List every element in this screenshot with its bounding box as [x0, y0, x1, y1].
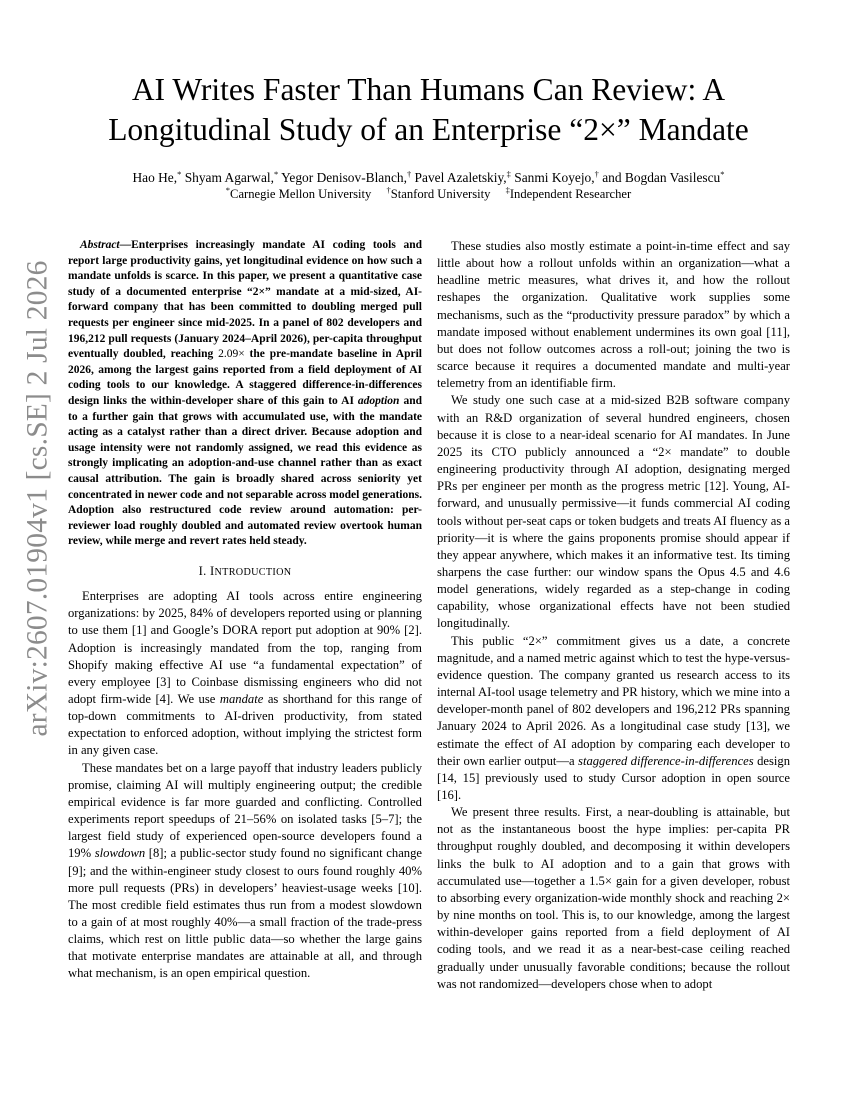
abstract: Abstract—Enterprises increasingly mandate AI coding tools and report large productivity gains, yet longitudinal evidence on how such a mandate unfolds is scarce. In this paper, we present a quantitative case study of a documented enterprise “2×” mandate at a mid-sized, AI-forward company that has been committed to doubling merged pull requests per engineer since mid-2025. In a panel of 802 developers and 196,212 pull requests (January 2024–April 2026), per-capita throughput eventually doubled, reaching 2.09× the pre-mandate baseline in April 2026, among the largest gains reported from a field deployment of AI coding tools to our knowledge. A staggered difference-in-differences design links the within-developer share of this gain to AI adoption and to a further gain that grows with accumulated use, with the mandate acting as a catalyst rather than a direct driver. Because adoption and usage intensity were not randomly assigned, we read this evidence as strongly implicating an adoption-and-use channel rather than as exact causal attribution. The gain is broadly shared across seniority yet concentrated in newer code and not separable across model generations. Adoption also restructured code review around automation: per-reviewer load roughly doubled and automated review overtook human review, while merge and revert rates held steady.: [68, 239, 422, 548]
paragraph: These mandates bet on a large payoff that industry leaders publicly promise, claiming AI will multiply engineering output; the credible empirical evidence is far more guarded and conflicting. Controlled experiments report speedups of 21–56% on isolated tasks [5–7]; the largest field study of experienced open-source developers found a 19% slowdown [8]; a public-sector study found no significant change [9]; and the within-engineer study closest to ours found roughly 40% more pull requests (PRs) in developers’ heaviest-usage weeks [10]. The most credible field estimates thus run from a modest slowdown to a gain of at most roughly 40%—a small fraction of the trade-press claims, which rest on little public data—so whether the large gains that motivate enterprise mandates are attainable at all, and through what mechanism, is an open empirical question.: [68, 760, 422, 981]
author: Yegor Denisov-Blanch,†: [281, 169, 412, 185]
affiliation: *Carnegie Mellon University: [225, 185, 372, 201]
paragraph: This public “2×” commitment gives us a date, a concrete magnitude, and a named metric against which to test the hype-versus-evidence question. The company granted us research access to its internal AI-tool usage telemetry and PR history, which we mine into a developer-month panel of 802 developers and 196,212 PRs spanning January 2024 to April 2026. As a longitudinal case study [13], we estimate the effect of AI adoption by comparing each developer to their own earlier output—a staggered difference-in-differences design [14, 15] previously used to study Cursor adoption in open source [16].: [437, 633, 791, 802]
arxiv-identifier-stamp: [20, 259, 56, 737]
left-column: [68, 238, 422, 983]
author: and Bogdan Vasilescu*: [602, 169, 725, 185]
author: Pavel Azaletskiy,‡: [414, 169, 511, 185]
affiliation: †Stanford University: [386, 185, 491, 201]
affiliation: ‡Independent Researcher: [505, 185, 632, 201]
paper-title: [60, 70, 797, 150]
paragraph: We present three results. First, a near-doubling is attainable, but not as the instantaneous boost the hype implies: per-capita PR throughput roughly doubled, and decomposing it within developers links the bulk to AI adoption and to a gain that grows with accumulated use—together a 1.5× gain for a given developer, robust to absorbing every organization-wide monthly shock and reaching 2× by nine months on tool. This is, to our knowledge, among the largest within-developer gains reported from a field deployment of AI coding tools, and we read it as a near-best-case ceiling reached gradually under unusually favorable conditions; because the rollout was not randomized—developers chose when to adopt: [437, 805, 790, 991]
section-heading-introduction: I. INTRODUCTION: [198, 563, 292, 578]
math-value: 2.09×: [218, 348, 245, 361]
paragraph: We study one such case at a mid-sized B2B software company with an R&D organization of several hundred engineers, chosen because it is close to a near-ideal scenario for AI mandates. In June 2025 its CTO publicly announced a “2× mandate” to double engineering productivity through AI adoption, designating merged PRs per engineer per month as the progress metric [12]. Young, AI-forward, and unusually permissive—it funds commercial AI coding tools without per-seat caps or token budgets and treats AI fluency as a priority—it is where the gains proponents promise should appear if they appear anywhere, which makes it an informative test. Its timing sharpens the case further: our window spans the Opus 4.5 and 4.6 model generations, widely regarded as a step-change in coding capability, whose organizational effects have not been studied longitudinally.: [437, 393, 790, 631]
paragraph: Enterprises are adopting AI tools across entire engineering organizations: by 2025, 84% of developers reported using or planning to use them [1] and Google’s DORA report put adoption at 90% [2]. Adoption is increasingly mandated from the top, ranging from Shopify making effective AI use “a fundamental expectation” of every employee [3] to Coinbase dismissing engineers who did not adopt firm-wide [4]. We use mandate as shorthand for this range of top-down commitments to AI-driven productivity, from stated expectation to enforced adoption, without implying the strictest form in any given case.: [68, 589, 422, 758]
paragraph: These studies also mostly estimate a point-in-time effect and say little about how a rollout unfolds within an organization—what a headline metric measures, what drives it, and how the rollout reshapes the organization. Qualitative work supplies some mechanisms, such as the “productivity pressure paradox” by which a mandate imposed without enablement undermines its own goal [11], but does not follow outcomes across a roll-out; joining the two is scarce because it requires a documented mandate and multi-year telemetry from an identifiable firm.: [437, 239, 790, 391]
author: Sanmi Koyejo,†: [514, 169, 599, 185]
author: Hao He,*: [132, 169, 182, 185]
title-line-2: Longitudinal Study of an Enterprise “2×” Mandate: [108, 112, 749, 147]
author-list: [60, 169, 797, 186]
arxiv-stamp-text: arXiv:2607.01904v1 [cs.SE] 2 Jul 2026: [21, 259, 54, 737]
title-line-1: AI Writes Faster Than Humans Can Review: A: [131, 72, 726, 107]
affiliation-list: [60, 186, 797, 203]
right-column: [437, 238, 790, 993]
author: Shyam Agarwal,*: [184, 169, 279, 185]
abstract-label: Abstract: [80, 239, 120, 251]
